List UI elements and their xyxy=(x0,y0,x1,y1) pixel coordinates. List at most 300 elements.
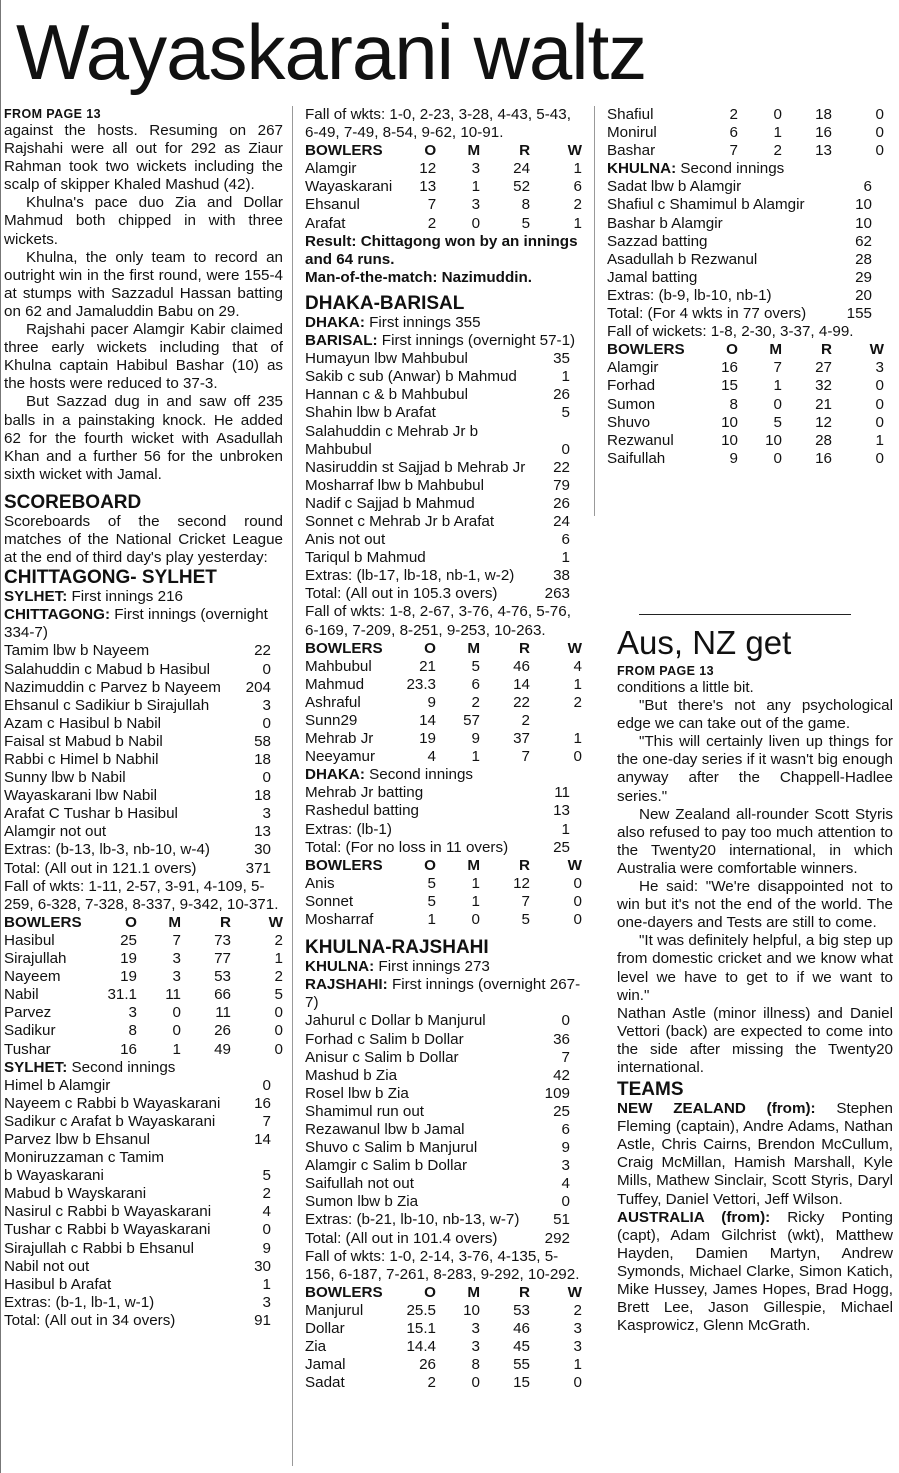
fall-of-wickets: Fall of wkts: 1-11, 2-57, 3-91, 4-109, 5-259, 6-328, 7-328, 8-337, 9-342, 10-371. xyxy=(4,877,279,913)
batsman-entry: Sazzad batting xyxy=(607,232,708,250)
bowling-table xyxy=(4,914,283,1059)
batsman-runs: 22 xyxy=(254,642,271,660)
batsman-entry: Nabil not out xyxy=(4,1257,90,1275)
bowling-figure: 0 xyxy=(274,1004,283,1022)
bowler-name: Forhad xyxy=(607,377,656,395)
batting-row xyxy=(4,841,283,859)
bowling-figure: 4 xyxy=(573,657,582,675)
bowling-figure: 1 xyxy=(274,950,283,968)
batsman-entry: Anis not out xyxy=(305,531,386,549)
batting-row xyxy=(4,1185,283,1203)
batsman-entry: Sakib c sub (Anwar) b Mahmud xyxy=(305,368,517,386)
batting-row xyxy=(4,1312,283,1330)
bowling-row xyxy=(4,1041,283,1059)
batting-row xyxy=(305,386,582,404)
bowling-row xyxy=(607,414,884,432)
story-paragraph: New Zealand all-rounder Scott Styris also refused to pay too much attention to the Twenty20 international, in which Australia were comfortable winners. xyxy=(617,805,893,877)
fall-of-wickets: Fall of wkts: 1-8, 2-67, 3-76, 4-76, 5-76, 6-169, 7-209, 8-251, 9-253, 10-263. xyxy=(305,603,571,639)
story-paragraph: conditions a little bit. xyxy=(617,679,754,696)
bowling-row xyxy=(305,1356,582,1374)
batsman-runs: 7 xyxy=(262,1112,271,1130)
story-headline: Aus, NZ get xyxy=(617,624,792,661)
bowling-row xyxy=(305,712,582,730)
batting-row xyxy=(4,769,283,787)
bowling-figure: 1 xyxy=(172,1040,181,1058)
batsman-runs: 10 xyxy=(855,196,872,214)
bowling-figure: 12 xyxy=(513,874,530,892)
bowling-figure: 0 xyxy=(471,911,480,929)
bowling-figure: 24 xyxy=(513,160,531,178)
bowling-figure: 5 xyxy=(521,911,530,929)
bowling-row xyxy=(4,1004,283,1022)
batting-row xyxy=(305,477,582,495)
bowling-column-header: W xyxy=(567,856,582,874)
bowling-figure: 1 xyxy=(875,431,884,449)
batsman-entry: Rezawanul lbw b Jamal xyxy=(305,1120,465,1138)
batting-row xyxy=(305,1139,582,1157)
batting-row xyxy=(305,1049,582,1067)
bowling-column-header: W xyxy=(567,639,582,657)
bowling-figure: 3 xyxy=(471,1338,480,1356)
batting-row xyxy=(305,839,582,857)
bowling-figure: 5 xyxy=(521,214,531,232)
bowling-figure: 28 xyxy=(815,431,832,449)
bowling-figure: 0 xyxy=(773,449,782,467)
bowling-header-row xyxy=(305,1284,582,1302)
bowling-row xyxy=(4,1022,283,1040)
bowler-name: Sadikur xyxy=(4,1022,56,1040)
batsman-runs: 30 xyxy=(254,841,271,859)
batsman-runs: 263 xyxy=(544,585,570,603)
batsman-entry: Arafat C Tushar b Hasibul xyxy=(4,805,178,823)
bowling-figure: 31.1 xyxy=(107,986,137,1004)
story-paragraph: against the hosts. Resuming on 267 Rajshahi were all out for 292 as Ziaur Rahman took two wickets including the scalp of skipper Khaled Mashud (42). xyxy=(4,122,283,194)
batsman-runs: 4 xyxy=(262,1203,271,1221)
batting-row xyxy=(305,1012,582,1030)
fall-of-wickets: Fall of wkts: 1-0, 2-23, 3-28, 4-43, 5-43, 6-49, 7-49, 8-54, 9-62, 10-91. xyxy=(305,106,571,142)
bowling-figure: 49 xyxy=(214,1040,231,1058)
bowling-figure: 57 xyxy=(463,712,480,729)
bowling-row xyxy=(4,968,283,986)
bowling-figure: 0 xyxy=(875,142,884,160)
batsman-entry: Ehsanul c Sadikiur b Sirajullah xyxy=(4,696,210,714)
batting-row xyxy=(305,802,582,820)
bowler-name: Mahmud xyxy=(305,675,365,693)
batting-row xyxy=(305,585,582,603)
bowling-figure: 25 xyxy=(120,931,137,949)
batsman-entry: Total: (All out in 101.4 overs) xyxy=(305,1229,498,1247)
story-paragraph: Rajshahi pacer Alamgir Kabir claimed three early wickets including that of Khulna captain Habibul Bashar (10) as the hosts were reduced to 37-3. xyxy=(4,321,283,393)
bowling-figure: 7 xyxy=(521,748,530,766)
batsman-entry: Extras: (b-21, lb-10, nb-13, w-7) xyxy=(305,1211,520,1229)
batsman-runs: 6 xyxy=(561,1120,570,1138)
batsman-runs: 35 xyxy=(553,350,570,368)
bowling-figure xyxy=(530,712,582,730)
bowling-figure: 2 xyxy=(573,1301,582,1319)
bowling-figure: 21 xyxy=(815,395,832,413)
bowling-column-header: O xyxy=(424,639,436,657)
batsman-entry: Mashud b Zia xyxy=(305,1066,398,1084)
bowler-name: Saifullah xyxy=(607,449,666,467)
bowling-row xyxy=(305,730,582,748)
innings-line: BARISAL: First innings (overnight 57-1) xyxy=(305,332,576,350)
column-1 xyxy=(4,106,283,1330)
batsman-runs: 24 xyxy=(553,512,570,530)
bowling-column-header: M xyxy=(467,1283,480,1301)
bowling-row xyxy=(305,1338,582,1356)
bowling-column-header: W xyxy=(567,142,582,160)
batting-row xyxy=(4,1240,283,1258)
batsman-entry: Sonnet c Mehrab Jr b Arafat xyxy=(305,512,495,530)
bowling-column-header: W xyxy=(268,913,283,931)
bowling-column-header: M xyxy=(467,856,480,874)
story-paragraph: Khulna's pace duo Zia and Dollar Mahmud both chipped in with three wickets. xyxy=(4,194,283,248)
scoreboard-heading: SCOREBOARD xyxy=(4,491,142,513)
bowler-name: Nayeem xyxy=(4,968,61,986)
bowling-figure: 3 xyxy=(471,160,481,178)
batsman-entry: Nasirul c Rabbi b Wayaskarani xyxy=(4,1203,212,1221)
bowling-figure: 14.4 xyxy=(406,1338,436,1356)
batsman-entry: Extras: (b-9, lb-10, nb-1) xyxy=(607,286,772,304)
bowling-figure: 0 xyxy=(274,1040,283,1058)
batting-card xyxy=(305,784,582,856)
bowling-figure: 21 xyxy=(419,657,436,675)
batsman-runs: 3 xyxy=(262,1293,271,1311)
bowling-row xyxy=(305,911,582,929)
story-paragraph: "This will certainly liven up things for the one-day series if it wasn't big enough anyway after the Chappell-Hadlee series." xyxy=(617,733,893,805)
bowler-name: Sadat xyxy=(305,1374,345,1392)
bowling-figure: 2 xyxy=(521,712,530,729)
batting-row xyxy=(607,269,884,287)
fall-of-wickets: Fall of wkts: 1-0, 2-14, 3-76, 4-135, 5-156, 6-187, 7-261, 8-283, 9-292, 10-292. xyxy=(305,1247,580,1283)
aus-squad: AUSTRALIA (from): Ricky Ponting (capt), Adam Gilchrist (wkt), Matthew Hayden, Damien Martyn, Andrew Symonds, Michael Clarke, Simon Katich, Mike Hussey, James Hopes, Brad Hogg, Brett Lee, Jason Gillespie, Michael Kasprowicz, Glenn McGrath. xyxy=(617,1208,893,1335)
match-result: Result: Chittagong won by an innings and 64 runs. xyxy=(305,232,578,268)
batsman-runs: 20 xyxy=(855,286,872,304)
batting-card xyxy=(4,1077,283,1330)
bowling-row xyxy=(607,432,884,450)
batting-row xyxy=(4,787,283,805)
batsman-runs: 6 xyxy=(863,178,872,196)
batting-row xyxy=(607,305,884,323)
bowling-figure: 5 xyxy=(274,986,283,1004)
bowling-column-header: O xyxy=(424,856,436,874)
innings-line: SYLHET: Second innings xyxy=(4,1058,176,1076)
bowling-figure: 26 xyxy=(419,1356,436,1374)
batsman-runs: 30 xyxy=(254,1257,271,1275)
batting-row xyxy=(4,1221,283,1239)
batsman-entry: Total: (All out in 34 overs) xyxy=(4,1311,176,1329)
bowling-figure: 52 xyxy=(513,178,531,196)
batting-row xyxy=(305,1157,582,1175)
bowling-figure: 1 xyxy=(773,377,782,395)
bowling-figure: 0 xyxy=(875,449,884,467)
batsman-runs: 3 xyxy=(561,1157,570,1175)
batsman-runs: 371 xyxy=(245,859,271,877)
bowling-figure: 0 xyxy=(172,1022,181,1040)
batsman-entry: Hannan c & b Mahbubul xyxy=(305,386,468,404)
bowling-figure: 15.1 xyxy=(406,1320,436,1337)
bowling-column-header: BOWLERS xyxy=(4,913,82,931)
batsman-runs: 16 xyxy=(254,1094,271,1112)
bowling-figure: 4 xyxy=(427,748,436,766)
bowler-name: Dollar xyxy=(305,1320,345,1337)
batting-card xyxy=(305,1012,582,1247)
bowling-column-header: BOWLERS xyxy=(305,856,383,874)
bowling-figure: 9 xyxy=(729,449,738,467)
bowling-column-header: R xyxy=(821,341,832,359)
batsman-entry: Shuvo c Salim b Manjurul xyxy=(305,1139,478,1157)
bowling-header-row xyxy=(305,857,582,875)
bowling-figure: 13 xyxy=(419,178,437,196)
bowling-figure: 16 xyxy=(815,449,832,467)
bowling-row xyxy=(305,196,582,214)
match-title-khu-raj: KHULNA-RAJSHAHI xyxy=(305,937,489,959)
bowling-figure: 14 xyxy=(419,712,436,729)
batting-row xyxy=(305,1121,582,1139)
batsman-runs: 204 xyxy=(245,678,271,696)
batsman-runs: 11 xyxy=(554,784,570,802)
batting-row xyxy=(4,661,283,679)
batsman-entry: Nasiruddin st Sajjad b Mehrab Jr xyxy=(305,458,526,476)
batsman-runs xyxy=(259,1149,283,1167)
batsman-runs: 1 xyxy=(561,549,570,567)
bowling-figure: 7 xyxy=(427,196,437,214)
from-page-label: FROM PAGE 13 xyxy=(617,664,714,678)
batting-row xyxy=(4,1131,283,1149)
bowling-row xyxy=(607,142,884,160)
batsman-entry: Salahuddin c Mehrab Jr b xyxy=(305,422,479,440)
bowler-name: Neeyamur xyxy=(305,748,376,766)
bowling-figure: 18 xyxy=(815,106,832,123)
batsman-runs: 3 xyxy=(262,696,271,714)
batting-row xyxy=(4,1149,283,1167)
bowling-header-row xyxy=(305,142,582,160)
batsman-entry: Mehrab Jr batting xyxy=(305,784,424,802)
batsman-entry: b Wayaskarani xyxy=(4,1167,104,1185)
bowling-figure: 16 xyxy=(721,359,738,377)
bowling-table xyxy=(305,640,582,767)
bowling-figure: 45 xyxy=(513,1338,530,1356)
batsman-entry: Asadullah b Rezwanul xyxy=(607,250,758,268)
batsman-entry: Shafiul c Shamimul b Alamgir xyxy=(607,196,805,214)
bowling-figure: 9 xyxy=(427,693,436,711)
bowling-row xyxy=(305,658,582,676)
bowling-table xyxy=(305,1284,582,1393)
batsman-entry: Extras: (lb-17, lb-18, nb-1, w-2) xyxy=(305,567,515,585)
batsman-runs: 6 xyxy=(561,531,570,549)
bowling-figure: 1 xyxy=(573,675,582,693)
batsman-entry: Jamal batting xyxy=(607,268,698,286)
innings-line: CHITTAGONG: First innings (overnight 334-7) xyxy=(4,606,268,642)
batsman-runs: 1 xyxy=(561,820,570,838)
batsman-runs: 36 xyxy=(553,1030,570,1048)
bowling-figure: 7 xyxy=(521,892,530,910)
fall-of-wickets: Fall of wickets: 1-8, 2-30, 3-37, 4-99. xyxy=(607,323,854,341)
batting-row xyxy=(4,1095,283,1113)
batsman-runs: 91 xyxy=(254,1311,271,1329)
batsman-entry: Saifullah not out xyxy=(305,1175,414,1193)
bowling-figure: 0 xyxy=(875,106,884,123)
batting-row xyxy=(305,1067,582,1085)
bowling-column-header: BOWLERS xyxy=(305,639,383,657)
bowling-figure: 66 xyxy=(214,986,231,1004)
batting-row xyxy=(4,860,283,878)
batting-row xyxy=(4,642,283,660)
batsman-runs: 7 xyxy=(561,1048,570,1066)
bowler-name: Zia xyxy=(305,1338,327,1356)
bowling-figure: 1 xyxy=(471,748,480,766)
innings-line: KHULNA: Second innings xyxy=(607,160,785,178)
bowler-name: Ehsanul xyxy=(305,196,360,214)
bowling-figure: 3 xyxy=(471,1320,480,1337)
bowling-row xyxy=(305,1374,582,1392)
bowling-column-header: M xyxy=(168,913,181,931)
bowling-row xyxy=(305,694,582,712)
batsman-entry: Nayeem c Rabbi b Wayaskarani xyxy=(4,1094,221,1112)
bowler-name: Rezwanul xyxy=(607,431,674,449)
man-of-the-match: Man-of-the-match: Nazimuddin. xyxy=(305,268,532,286)
batting-row xyxy=(4,715,283,733)
bowling-figure: 46 xyxy=(513,1320,530,1337)
batting-row xyxy=(305,567,582,585)
bowling-column-header: O xyxy=(726,341,738,359)
bowling-row xyxy=(305,748,582,766)
bowling-column-header: R xyxy=(519,142,531,160)
bowling-column-header: M xyxy=(467,142,481,160)
bowling-figure: 10 xyxy=(765,431,782,449)
batsman-entry: Nazimuddin c Parvez b Nayeem xyxy=(4,678,221,696)
bowling-figure: 10 xyxy=(721,431,738,449)
bowling-figure: 0 xyxy=(573,911,582,929)
bowling-row xyxy=(607,359,884,377)
batting-row xyxy=(305,549,582,567)
batsman-entry: Shamimul run out xyxy=(305,1102,425,1120)
bowling-figure: 8 xyxy=(729,395,738,413)
batsman-entry: Rabbi c Himel b Nabhil xyxy=(4,751,159,768)
batting-row xyxy=(4,1258,283,1276)
bowling-figure: 7 xyxy=(172,931,181,949)
batting-row xyxy=(305,1085,582,1103)
batsman-entry: Tariqul b Mahmud xyxy=(305,549,426,567)
bowling-figure: 7 xyxy=(773,359,782,377)
bowling-figure: 19 xyxy=(419,730,436,748)
batting-row xyxy=(4,697,283,715)
batsman-entry: Extras: (b-13, lb-3, nb-10, w-4) xyxy=(4,841,210,859)
bowling-header-row xyxy=(4,914,283,932)
batsman-runs: 0 xyxy=(262,1221,271,1239)
bowling-figure: 6 xyxy=(573,178,582,196)
bowling-figure: 0 xyxy=(773,106,782,123)
batting-row xyxy=(305,459,582,477)
batting-card xyxy=(4,642,283,877)
batting-row xyxy=(305,1230,582,1248)
batsman-runs: 62 xyxy=(855,232,872,250)
bowling-figure: 0 xyxy=(773,395,782,413)
bowling-table xyxy=(607,341,884,468)
bowling-figure: 0 xyxy=(573,748,582,766)
batting-row xyxy=(607,178,884,196)
bowling-row xyxy=(607,450,884,468)
batsman-runs: 79 xyxy=(553,476,570,494)
bowling-figure: 27 xyxy=(815,359,832,377)
bowling-row xyxy=(305,893,582,911)
batsman-runs: 28 xyxy=(855,250,872,268)
batting-row xyxy=(4,1276,283,1294)
bowling-figure: 1 xyxy=(773,124,782,142)
bowling-row xyxy=(305,178,582,196)
bowler-name: Ashraful xyxy=(305,693,361,711)
batsman-entry: Mosharraf lbw b Mahbubul xyxy=(305,476,484,494)
story-paragraph: He said: "We're disappointed not to win but it's not the end of the world. The one-dayers and Tests are still to come. xyxy=(617,878,893,932)
aus-nz-story xyxy=(617,614,893,1335)
batsman-runs: 13 xyxy=(553,802,570,820)
column-rule xyxy=(292,106,293,1466)
batting-row xyxy=(4,805,283,823)
bowling-figure: 1 xyxy=(471,874,480,892)
batsman-runs: 10 xyxy=(855,214,872,232)
bowler-name: Wayaskarani xyxy=(305,178,393,196)
batting-row xyxy=(305,1103,582,1121)
bowling-figure: 37 xyxy=(513,730,530,748)
batsman-entry: Alamgir c Salim b Dollar xyxy=(305,1157,468,1175)
batting-row xyxy=(305,531,582,549)
bowling-figure: 13 xyxy=(815,142,832,160)
batsman-runs: 4 xyxy=(561,1175,570,1193)
bowling-column-header: W xyxy=(869,341,884,359)
bowling-figure: 12 xyxy=(815,413,832,431)
bowling-figure: 53 xyxy=(214,968,231,986)
match-title-ctg-syl: CHITTAGONG- SYLHET xyxy=(4,567,217,589)
batsman-entry: Jahurul c Dollar b Manjurul xyxy=(305,1012,486,1030)
batsman-entry: Sadikur c Arafat b Wayaskarani xyxy=(4,1112,216,1130)
batting-row xyxy=(305,368,582,386)
bowler-name: Jamal xyxy=(305,1356,346,1374)
batsman-entry: Anisur c Salim b Dollar xyxy=(305,1048,459,1066)
batsman-entry: Rashedul batting xyxy=(305,802,419,820)
bowler-name: Shuvo xyxy=(607,413,651,431)
bowling-figure: 22 xyxy=(513,693,530,711)
bowling-figure: 3 xyxy=(573,1338,582,1356)
bowling-figure: 77 xyxy=(214,950,231,968)
batsman-entry: Total: (For no loss in 11 overs) xyxy=(305,838,509,856)
batting-row xyxy=(4,751,283,769)
batsman-runs: 0 xyxy=(561,440,570,458)
bowling-figure: 11 xyxy=(165,986,181,1004)
bowling-figure: 1 xyxy=(471,178,481,196)
batsman-entry: Shahin lbw b Arafat xyxy=(305,404,436,422)
batting-row xyxy=(305,821,582,839)
bowling-figure: 15 xyxy=(721,377,738,395)
from-page-label: FROM PAGE 13 xyxy=(4,107,101,121)
batsman-entry: Sirajullah c Rabbi b Ehsanul xyxy=(4,1239,194,1257)
bowling-figure: 32 xyxy=(815,377,832,395)
bowling-row xyxy=(607,124,884,142)
batting-row xyxy=(305,1211,582,1229)
bowler-name: Tushar xyxy=(4,1040,51,1058)
batting-row xyxy=(305,495,582,513)
batting-row xyxy=(4,679,283,697)
batsman-runs: 58 xyxy=(254,732,271,750)
bowling-figure: 25.5 xyxy=(406,1301,436,1319)
bowling-figure: 0 xyxy=(471,1374,480,1392)
story-paragraph: Nathan Astle (minor illness) and Daniel Vettori (back) are expected to come into the side after missing the Twenty20 international. xyxy=(617,1004,893,1076)
batsman-runs: 1 xyxy=(561,368,570,386)
bowling-figure: 0 xyxy=(875,413,884,431)
batsman-runs: 9 xyxy=(561,1139,570,1157)
batsman-runs: 0 xyxy=(262,1076,271,1094)
bowling-figure: 53 xyxy=(513,1301,530,1319)
batting-row xyxy=(305,513,582,531)
